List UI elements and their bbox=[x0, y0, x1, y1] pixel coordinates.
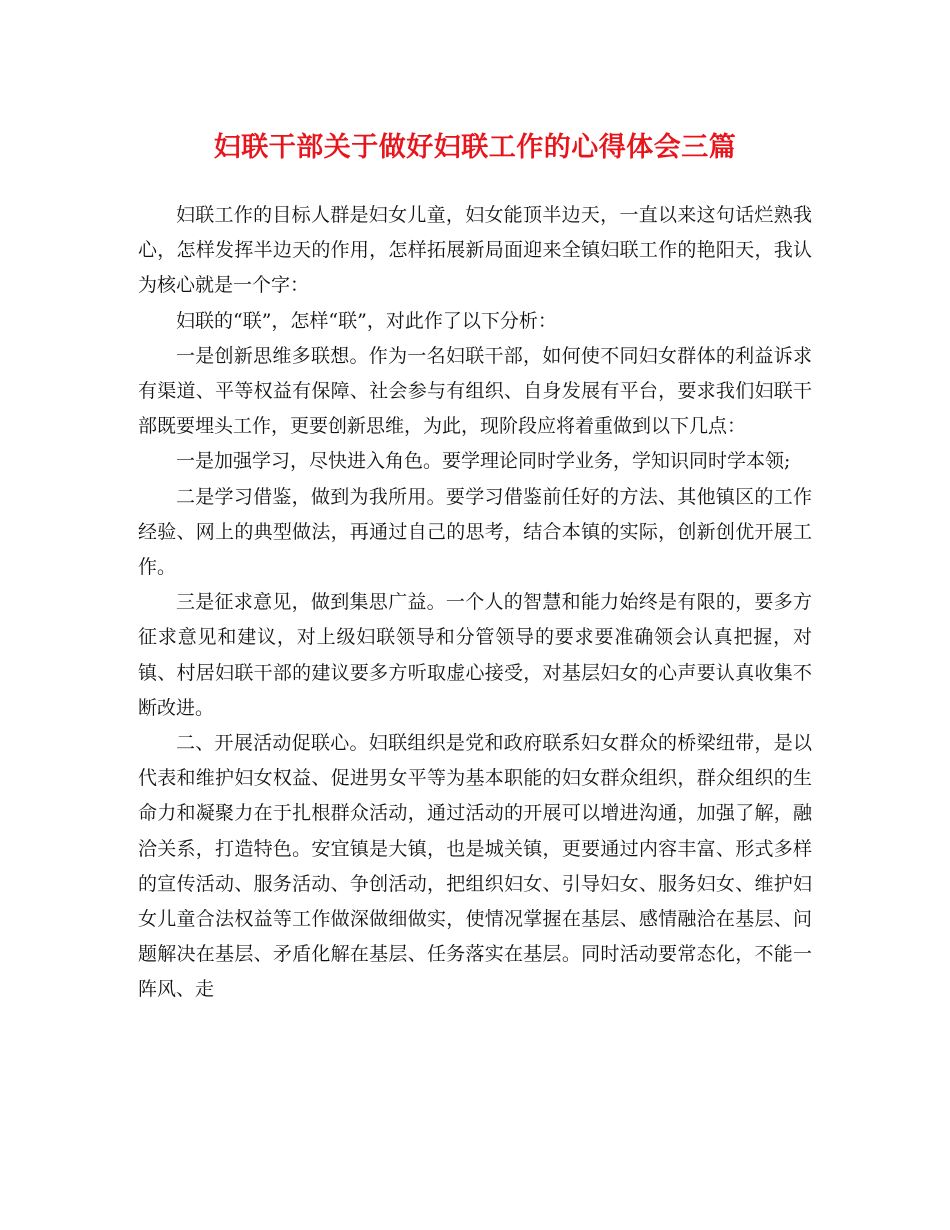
document-body bbox=[138, 198, 812, 1008]
paragraph-innovative-thinking: 一是创新思维多联想。作为一名妇联干部，如何使不同妇女群体的利益诉求有渠道、平等权益有保障、社会参与有组织、自身发展有平台，要求我们妇联干部既要埋头工作，更要创新思维，为此，现阶段应将着重做到以下几点： bbox=[138, 344, 812, 438]
paragraph-point-study: 一是加强学习，尽快进入角色。要学理论同时学业务，学知识同时学本领; bbox=[176, 450, 791, 473]
paragraph-point-opinions: 三是征求意见，做到集思广益。一个人的智慧和能力始终是有限的，要多方征求意见和建议，对上级妇联领导和分管领导的要求要准确领会认真把握，对镇、村居妇联干部的建议要多方听取虚心接受，对基层妇女的心声要认真收集不断改进。 bbox=[138, 591, 812, 719]
paragraph-intro: 妇联工作的目标人群是妇女儿童，妇女能顶半边天，一直以来这句话烂熟我心，怎样发挥半边天的作用，怎样拓展新局面迎来全镇妇联工作的艳阳天，我认为核心就是一个字： bbox=[138, 204, 812, 297]
paragraph-activities: 二、开展活动促联心。妇联组织是党和政府联系妇女群众的桥梁纽带，是以代表和维护妇女权益、促进男女平等为基本职能的妇女群众组织，群众组织的生命力和凝聚力在于扎根群众活动，通过活动的开展可以增进沟通，加强了解，融洽关系，打造特色。安宜镇是大镇，也是城关镇，更要通过内容丰富、形式多样的宣传活动、服务活动、争创活动，把组织妇女、引导妇女、服务妇女、维护妇女儿童合法权益等工作做深做细做实，使情况掌握在基层、感情融洽在基层、问题解决在基层、矛盾化解在基层、任务落实在基层。同时活动要常态化，不能一阵风、走 bbox=[138, 732, 812, 1001]
paragraph-point-learn-from: 二是学习借鉴，做到为我所用。要学习借鉴前任好的方法、其他镇区的工作经验、网上的典型做法，再通过自己的思考，结合本镇的实际，创新创优开展工作。 bbox=[138, 485, 812, 579]
paragraph-analysis: 妇联的“联”，怎样“联”，对此作了以下分析： bbox=[176, 309, 557, 332]
document-title: 妇联干部关于做好妇联工作的心得体会三篇 bbox=[213, 132, 737, 163]
